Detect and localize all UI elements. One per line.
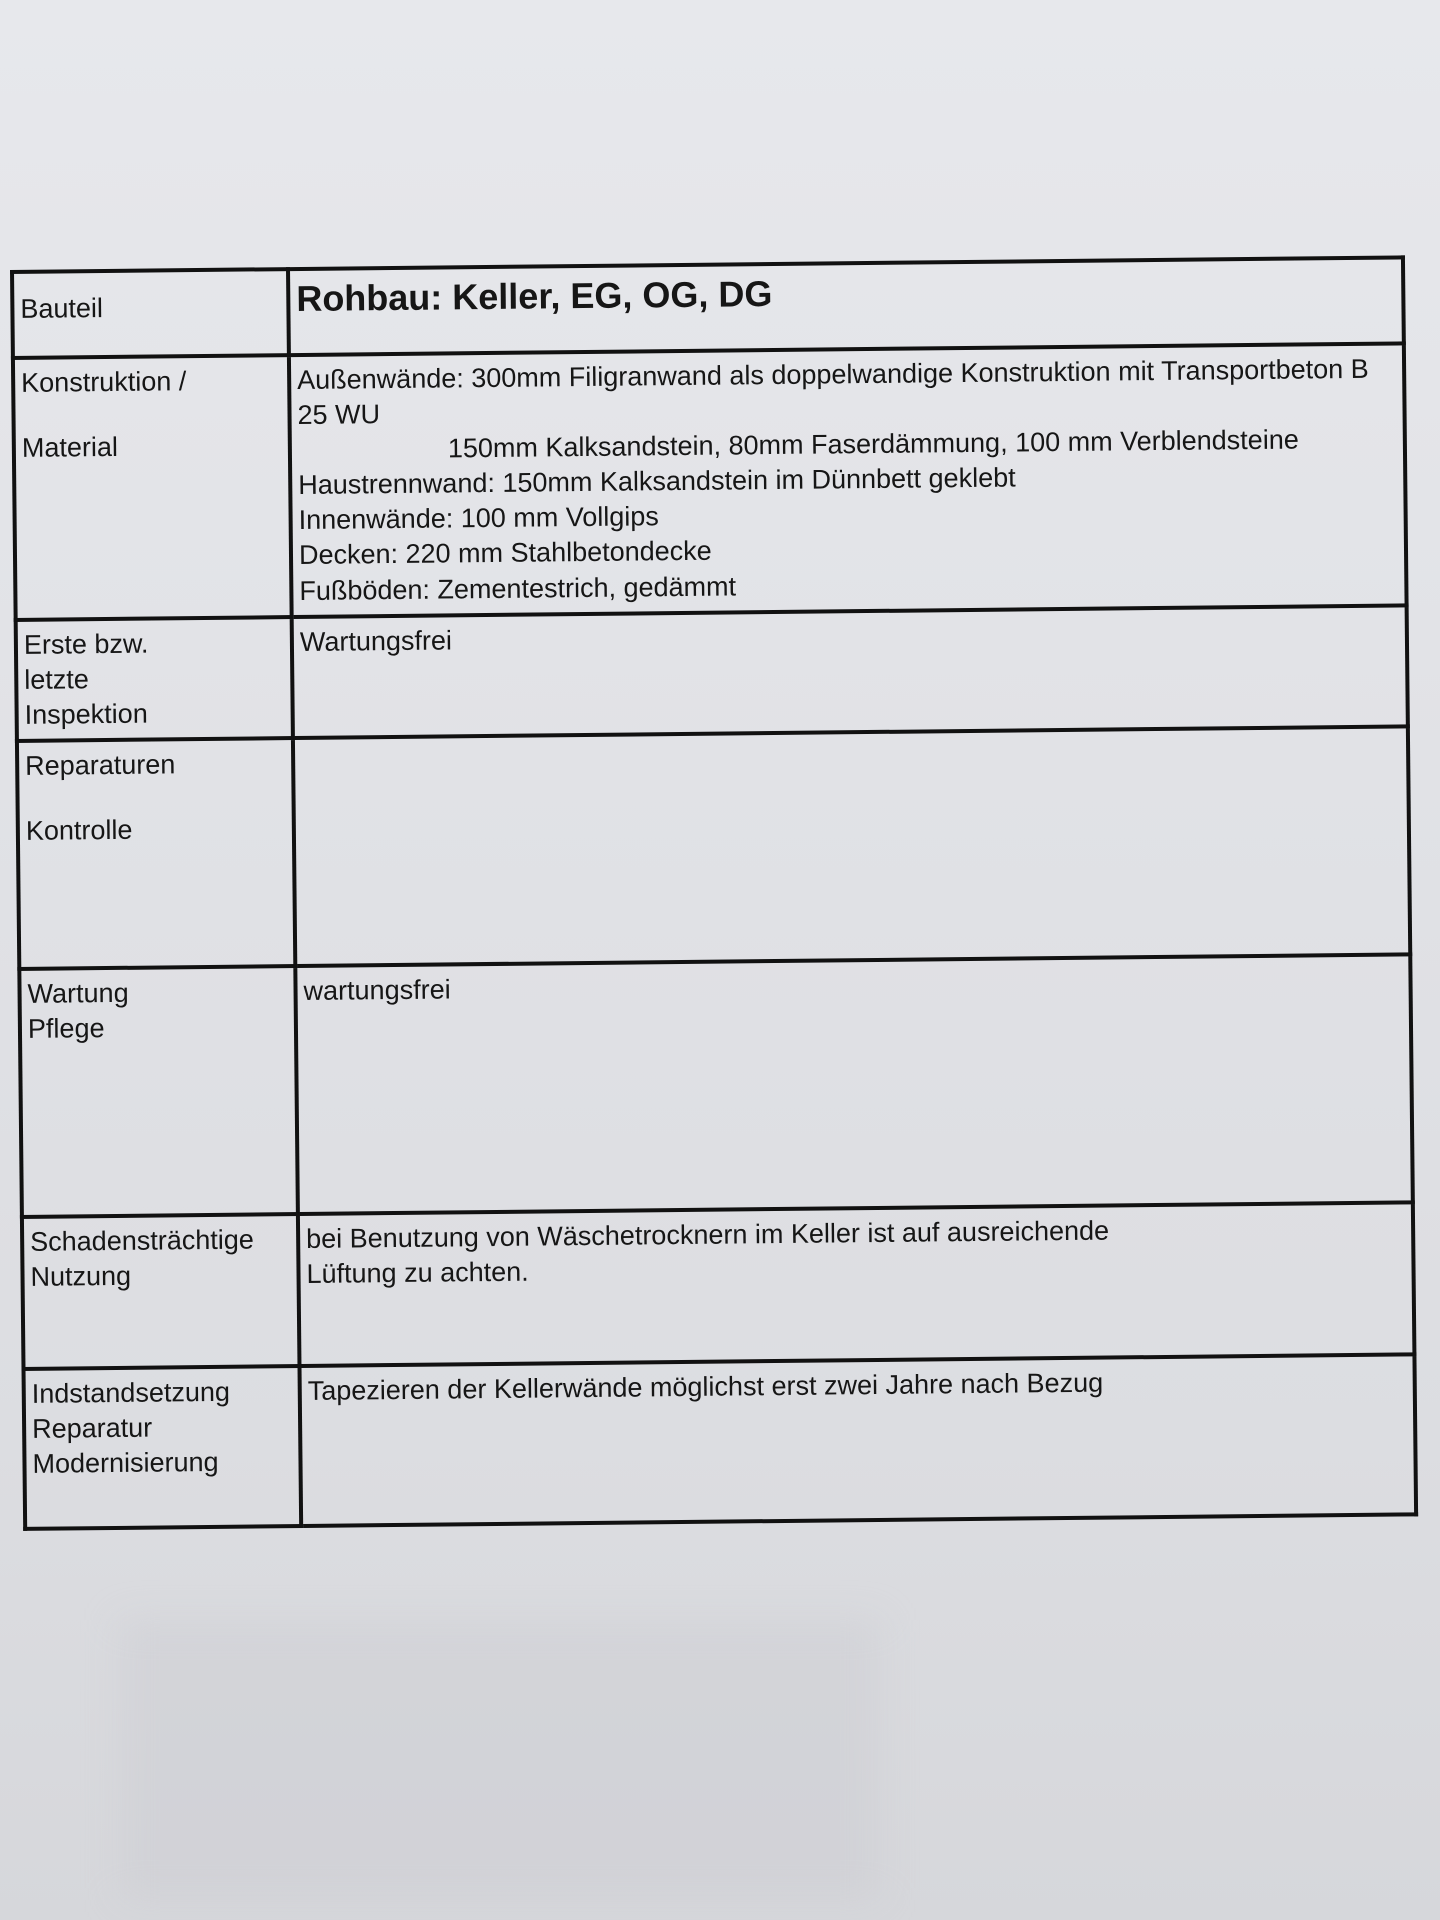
text-schaden-1: bei Benutzung von Wäschetrocknern im Keller ist auf ausreichende [306,1215,1110,1254]
label-letzte: letzte [24,663,89,695]
content-cell-instandsetzung [299,1354,1416,1526]
maintenance-form [10,255,1423,1531]
content-cell-konstruktion [289,343,1407,616]
label-konstruktion: Konstruktion / [21,366,187,398]
content-cell-bauteil [288,257,1404,355]
text-aussenwaende: Außenwände: 300mm Filigranwand als doppelwandige Konstruktion mit Transportbeton B 25 WU [297,353,1369,431]
label-nutzung: Nutzung [30,1260,132,1292]
label-modernisierung: Modernisierung [32,1447,219,1479]
label-cell-schaden [22,1214,300,1369]
label-cell-konstruktion [13,355,292,620]
row-konstruktion [13,343,1407,619]
label-indstandsetzung: Indstandsetzung [31,1376,231,1409]
content-cell-wartung [295,954,1413,1214]
label-cell-reparaturen [17,738,295,969]
label-kontrolle: Kontrolle [25,814,133,846]
text-aussenwaende-detail: 150mm Kalksandstein, 80mm Faserdämmung, 100 mm Verblendsteine [447,424,1299,464]
label-cell-instandsetzung [24,1366,302,1529]
label-reparatur: Reparatur [31,1412,153,1444]
row-wartung [19,954,1413,1217]
label-inspektion: Inspektion [24,698,148,730]
label-schadenstraechtige: Schadensträchtige [30,1224,254,1257]
text-wartung: wartungsfrei [303,974,451,1006]
label-material: Material [21,431,119,463]
label-reparaturen: Reparaturen [25,749,176,781]
text-schaden-2: Lüftung zu achten. [306,1256,529,1289]
text-instandsetzung: Tapezieren der Kellerwände möglichst erst zwei Jahre nach Bezug [307,1367,1104,1406]
row-bauteil [12,257,1404,358]
row-inspektion [16,605,1408,741]
content-cell-reparaturen [293,726,1410,966]
row-schaden [22,1202,1415,1369]
text-fussboeden: Fußböden: Zementestrich, gedämmt [299,570,737,606]
label-pflege: Pflege [27,1013,105,1044]
text-inspektion: Wartungsfrei [299,625,453,657]
text-haustrennwand: Haustrennwand: 150mm Kalksandstein im Dünnbett geklebt [298,462,1016,501]
row-reparaturen [17,726,1410,969]
text-decken: Decken: 220 mm Stahlbetondecke [298,536,712,571]
background-shadow [120,1620,880,1900]
label-cell-bauteil [12,269,289,358]
text-innenwaende: Innenwände: 100 mm Vollgips [298,501,660,536]
content-cell-inspektion [292,605,1408,738]
label-erste-bzw: Erste bzw. [23,628,149,660]
label-cell-inspektion [16,617,293,741]
content-cell-schaden [298,1202,1415,1366]
label-wartung: Wartung [27,977,129,1009]
form-table [10,255,1418,1530]
component-title: Rohbau: Keller, EG, OG, DG [296,273,773,320]
label-bauteil: Bauteil [20,293,104,324]
label-cell-wartung [19,966,298,1217]
row-instandsetzung [24,1354,1417,1529]
